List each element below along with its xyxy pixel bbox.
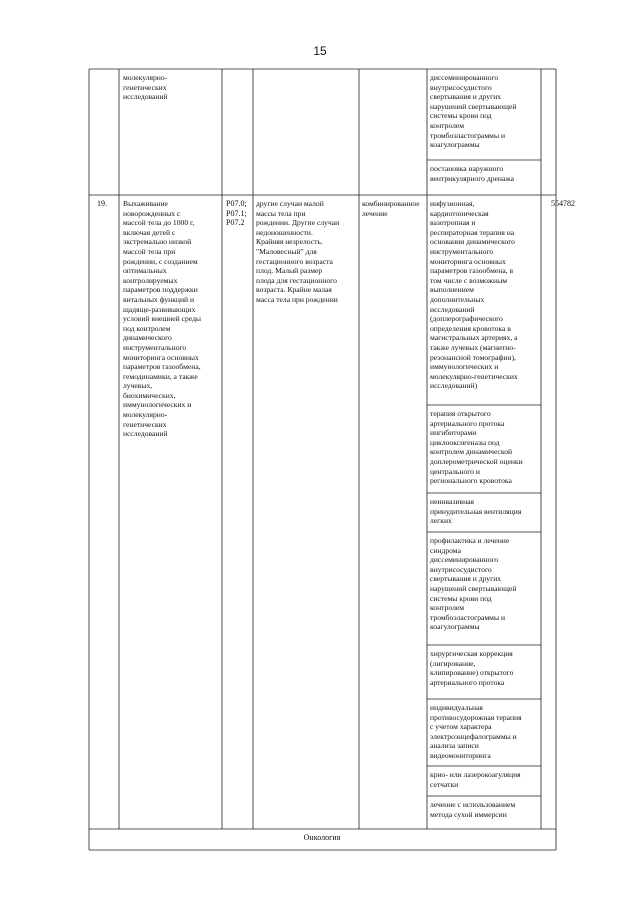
- treatment-method-2: терапия открытого артериального протока ингибиторами циклооксигеназы под контролем динамической доплерометрической оценки центрального и регионального кровотока: [430, 409, 523, 486]
- treatment-method-6: индивидуальная противосудорожная терапия с учетом характера электроэнцефалограммы и анализа записи видеомониторинга: [430, 703, 522, 760]
- row-price: 554782: [551, 199, 575, 208]
- row-patient-model: другие случаи малой массы тела при рождении. Другие случаи недоношенности. Крайняя незрелость. "Маловесный" для гестационного возраста плод. Малый размер плода для гестационного возраста. Крайне малая масса тела при рождении: [256, 199, 340, 304]
- treatment-method-3: неинвазивная принудительная вентиляция легких: [430, 497, 522, 526]
- treatment-method-1: инфузионная, кардиотоническая вазотропная и респираторная терапия на основании динамического инструментального мониторинга основных параметров газообмена, в том числе с возможным выполнением дополнительных исследований (доплерографического определения кровотока в магистральных артериях, а также лучевых (магнитно- резонансной томографии), иммунологических и молекулярно-генетических исследований): [430, 199, 518, 391]
- row-number: 19.: [97, 199, 107, 208]
- continuation-treatment-1: диссеминированного внутрисосудистого свертывания и других нарушений свертывающей системы крови под контролем тромбоэластограммы и коагулограммы: [430, 73, 517, 150]
- page-number: 15: [313, 44, 327, 58]
- treatment-method-7: крио- или лазерокоагуляция сетчатки: [430, 770, 521, 789]
- treatment-method-5: хирургическая коррекция (лигирование, клипирование) открытого артериального протока: [430, 649, 514, 687]
- continuation-treatment-2: постановка наружного вентрикулярного дренажа: [430, 164, 514, 183]
- row-treatment-type: комбинированное лечение: [362, 199, 420, 218]
- treatment-method-4: профилактика и лечение синдрома диссеминированного внутрисосудистого свертывания и других нарушений свертывающей системы крови под контролем тромбоэластограммы и коагулограммы: [430, 536, 517, 632]
- section-title: Онкология: [303, 833, 341, 842]
- treatment-method-8: лечение с использованием метода сухой иммерсии: [430, 800, 516, 819]
- row-description: Выхаживание новорожденных с массой тела до 1000 г, включая детей с экстремально низкой массой тела при рождении, с созданием оптимальных контролируемых параметров поддержки витальных функций и щадяще-развивающих условий внешней среды под контролем динамического инструментального мониторинга основных параметров газообмена, гемодинамики, а также лучевых, биохимических, иммунологических и молекулярно- генетических исследований: [123, 199, 202, 439]
- row-codes: P07.0; P07.1; P07.2: [226, 199, 247, 228]
- continuation-description: молекулярно- генетических исследований: [123, 73, 168, 102]
